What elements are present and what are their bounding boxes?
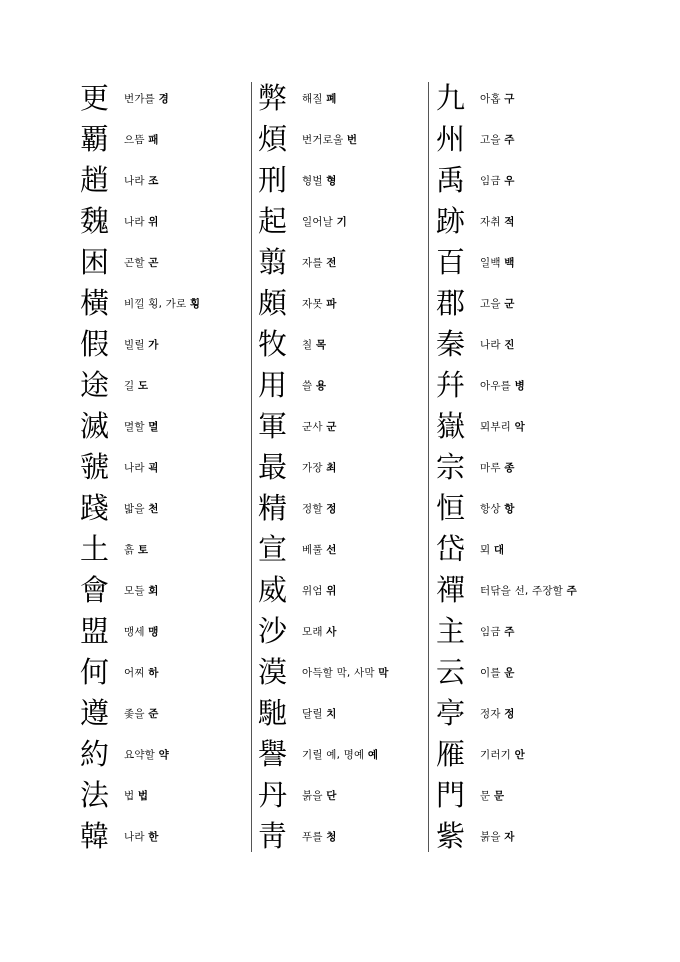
hanja-meaning — [480, 542, 504, 557]
hanja-character: 岱 — [436, 532, 466, 566]
hanja-entry — [436, 365, 577, 406]
meaning-text: 달릴 — [302, 708, 327, 720]
meaning-text: 아홉 — [480, 93, 505, 105]
hanja-meaning — [124, 378, 148, 393]
reading-text: 적 — [504, 216, 515, 228]
hanja-character: 覇 — [80, 122, 110, 156]
meaning-text: 나라 — [124, 462, 149, 474]
reading-text: 치 — [326, 708, 337, 720]
hanja-entry — [258, 406, 389, 447]
hanja-meaning — [480, 583, 577, 598]
hanja-character: 跡 — [436, 204, 466, 238]
hanja-meaning — [480, 788, 504, 803]
meaning-text: 곤할 — [124, 257, 149, 269]
hanja-character: 紫 — [436, 819, 466, 853]
hanja-column-2 — [258, 78, 389, 857]
reading-text: 청 — [326, 831, 337, 843]
reading-text: 기 — [336, 216, 347, 228]
hanja-character: 頗 — [258, 286, 288, 320]
hanja-entry — [80, 570, 200, 611]
hanja-meaning — [480, 624, 515, 639]
hanja-character: 何 — [80, 655, 110, 689]
hanja-meaning — [302, 542, 337, 557]
hanja-meaning — [480, 419, 525, 434]
hanja-meaning — [480, 337, 515, 352]
hanja-meaning — [124, 829, 159, 844]
meaning-text: 고을 — [480, 134, 505, 146]
reading-text: 군 — [326, 421, 337, 433]
meaning-text: 붉을 — [480, 831, 505, 843]
hanja-entry — [436, 693, 577, 734]
reading-text: 폐 — [326, 93, 337, 105]
hanja-entry — [258, 365, 389, 406]
meaning-text: 일백 — [480, 257, 505, 269]
hanja-entry — [436, 611, 577, 652]
hanja-character: 門 — [436, 778, 466, 812]
reading-text: 횡 — [189, 298, 201, 310]
hanja-entry — [80, 78, 200, 119]
reading-text: 가 — [148, 339, 159, 351]
hanja-character: 會 — [80, 573, 110, 607]
hanja-meaning — [480, 378, 525, 393]
hanja-entry — [436, 734, 577, 775]
hanja-meaning — [480, 91, 515, 106]
reading-text: 위 — [326, 585, 337, 597]
hanja-entry — [258, 201, 389, 242]
hanja-entry — [258, 160, 389, 201]
column-divider — [428, 82, 429, 852]
meaning-text: 으뜸 — [124, 134, 149, 146]
reading-text: 토 — [137, 544, 149, 556]
hanja-entry — [80, 734, 200, 775]
hanja-entry — [258, 447, 389, 488]
hanja-entry — [436, 406, 577, 447]
reading-text: 자 — [504, 831, 515, 843]
reading-text: 맹 — [148, 626, 159, 638]
reading-text: 막 — [378, 667, 389, 679]
hanja-entry — [80, 365, 200, 406]
meaning-text: 뫼 — [480, 544, 494, 556]
hanja-character: 恒 — [436, 491, 466, 525]
hanja-character: 用 — [258, 368, 288, 402]
reading-text: 형 — [326, 175, 337, 187]
hanja-meaning — [302, 378, 326, 393]
reading-text: 백 — [504, 257, 515, 269]
reading-text: 정 — [504, 708, 515, 720]
meaning-text: 마루 — [480, 462, 505, 474]
hanja-meaning — [302, 132, 357, 147]
hanja-entry — [258, 693, 389, 734]
hanja-character: 起 — [258, 204, 288, 238]
hanja-entry — [258, 488, 389, 529]
hanja-meaning — [302, 747, 378, 762]
hanja-meaning — [302, 501, 337, 516]
hanja-entry — [258, 734, 389, 775]
reading-text: 정 — [326, 503, 337, 515]
reading-text: 괵 — [148, 462, 159, 474]
hanja-character: 亭 — [436, 696, 466, 730]
reading-text: 파 — [326, 298, 337, 310]
hanja-entry — [436, 324, 577, 365]
meaning-text: 모래 — [302, 626, 327, 638]
reading-text: 안 — [514, 749, 525, 761]
reading-text: 위 — [148, 216, 159, 228]
meaning-text: 나라 — [124, 831, 149, 843]
meaning-text: 자취 — [480, 216, 505, 228]
hanja-character: 云 — [436, 655, 466, 689]
hanja-meaning — [124, 747, 169, 762]
hanja-character: 百 — [436, 245, 466, 279]
reading-text: 조 — [148, 175, 159, 187]
reading-text: 병 — [514, 380, 525, 392]
hanja-entry — [80, 406, 200, 447]
hanja-meaning — [480, 501, 515, 516]
meaning-text: 일어날 — [302, 216, 337, 228]
reading-text: 사 — [326, 626, 337, 638]
hanja-meaning — [124, 419, 159, 434]
hanja-character: 翦 — [258, 245, 288, 279]
hanja-character: 更 — [80, 81, 110, 115]
hanja-character: 靑 — [258, 819, 288, 853]
meaning-text: 좇을 — [124, 708, 149, 720]
hanja-character: 盟 — [80, 614, 110, 648]
meaning-text: 어찌 — [124, 667, 149, 679]
hanja-character: 軍 — [258, 409, 288, 443]
hanja-entry — [258, 652, 389, 693]
meaning-text: 빌릴 — [124, 339, 149, 351]
meaning-text: 기러기 — [480, 749, 515, 761]
hanja-character: 刑 — [258, 163, 288, 197]
hanja-character: 馳 — [258, 696, 288, 730]
hanja-character: 宗 — [436, 450, 466, 484]
hanja-entry — [258, 242, 389, 283]
hanja-entry — [80, 160, 200, 201]
hanja-character: 九 — [436, 81, 466, 115]
hanja-entry — [436, 816, 577, 857]
hanja-meaning — [302, 296, 337, 311]
hanja-entry — [436, 488, 577, 529]
hanja-character: 虢 — [80, 450, 110, 484]
column-divider — [251, 82, 252, 852]
reading-text: 주 — [566, 585, 577, 597]
meaning-text: 터닦을 선, 주장할 — [480, 585, 567, 597]
meaning-text: 나라 — [480, 339, 505, 351]
hanja-character: 橫 — [80, 286, 110, 320]
hanja-character: 趙 — [80, 163, 110, 197]
hanja-meaning — [480, 706, 515, 721]
hanja-meaning — [480, 747, 525, 762]
meaning-text: 정자 — [480, 708, 505, 720]
reading-text: 주 — [504, 134, 515, 146]
reading-text: 경 — [158, 93, 169, 105]
reading-text: 우 — [504, 175, 515, 187]
meaning-text: 뫼부리 — [480, 421, 515, 433]
hanja-meaning — [124, 624, 159, 639]
meaning-text: 칠 — [302, 339, 316, 351]
hanja-meaning — [124, 173, 159, 188]
reading-text: 단 — [326, 790, 337, 802]
hanja-character: 假 — [80, 327, 110, 361]
meaning-text: 나라 — [124, 175, 149, 187]
hanja-entry — [258, 775, 389, 816]
hanja-entry — [436, 242, 577, 283]
hanja-character: 郡 — [436, 286, 466, 320]
meaning-text: 번가를 — [124, 93, 159, 105]
hanja-meaning — [302, 255, 337, 270]
hanja-meaning — [124, 665, 159, 680]
meaning-text: 아득할 막, 사막 — [302, 667, 379, 679]
reading-text: 하 — [148, 667, 159, 679]
hanja-character: 魏 — [80, 204, 110, 238]
reading-text: 구 — [504, 93, 515, 105]
meaning-text: 정할 — [302, 503, 327, 515]
hanja-column-3 — [436, 78, 577, 857]
hanja-meaning — [302, 788, 337, 803]
reading-text: 곤 — [148, 257, 159, 269]
meaning-text: 흙 — [124, 544, 138, 556]
meaning-text: 맹세 — [124, 626, 149, 638]
hanja-meaning — [124, 501, 159, 516]
hanja-column-1 — [80, 78, 200, 857]
hanja-entry — [258, 570, 389, 611]
hanja-character: 最 — [258, 450, 288, 484]
hanja-entry — [258, 529, 389, 570]
meaning-text: 나라 — [124, 216, 149, 228]
hanja-meaning — [480, 132, 515, 147]
hanja-meaning — [124, 583, 159, 598]
hanja-character: 宣 — [258, 532, 288, 566]
meaning-text: 모들 — [124, 585, 149, 597]
meaning-text: 자못 — [302, 298, 327, 310]
meaning-text: 형벌 — [302, 175, 327, 187]
hanja-meaning — [480, 255, 515, 270]
hanja-meaning — [124, 255, 159, 270]
meaning-text: 자를 — [302, 257, 327, 269]
meaning-text: 위엄 — [302, 585, 327, 597]
hanja-entry — [80, 324, 200, 365]
meaning-text: 비낄 횡, 가로 — [124, 298, 190, 310]
hanja-entry — [436, 119, 577, 160]
hanja-character: 土 — [80, 532, 110, 566]
reading-text: 목 — [315, 339, 327, 351]
hanja-meaning — [302, 419, 337, 434]
hanja-meaning — [302, 706, 337, 721]
hanja-entry — [80, 283, 200, 324]
meaning-text: 임금 — [480, 626, 505, 638]
reading-text: 예 — [367, 749, 379, 761]
hanja-meaning — [124, 460, 159, 475]
reading-text: 선 — [326, 544, 337, 556]
hanja-entry — [80, 611, 200, 652]
hanja-entry — [436, 570, 577, 611]
reading-text: 회 — [148, 585, 159, 597]
reading-text: 운 — [504, 667, 515, 679]
hanja-meaning — [302, 624, 337, 639]
hanja-character: 譽 — [258, 737, 288, 771]
hanja-entry — [258, 119, 389, 160]
hanja-character: 主 — [436, 614, 466, 648]
hanja-character: 約 — [80, 737, 110, 771]
meaning-text: 법 — [124, 790, 138, 802]
reading-text: 약 — [158, 749, 169, 761]
hanja-entry — [80, 447, 200, 488]
reading-text: 악 — [514, 421, 525, 433]
hanja-character: 禪 — [436, 573, 466, 607]
hanja-meaning — [480, 173, 515, 188]
reading-text: 전 — [326, 257, 337, 269]
hanja-character: 漠 — [258, 655, 288, 689]
hanja-character: 沙 — [258, 614, 288, 648]
hanja-entry — [80, 816, 200, 857]
hanja-character: 威 — [258, 573, 288, 607]
hanja-meaning — [124, 132, 159, 147]
meaning-text: 가장 — [302, 462, 327, 474]
hanja-character: 州 — [436, 122, 466, 156]
hanja-meaning — [124, 91, 169, 106]
hanja-entry — [80, 529, 200, 570]
hanja-entry — [80, 693, 200, 734]
reading-text: 법 — [137, 790, 149, 802]
meaning-text: 문 — [480, 790, 494, 802]
hanja-entry — [80, 201, 200, 242]
hanja-meaning — [480, 460, 515, 475]
hanja-entry — [258, 816, 389, 857]
hanja-entry — [258, 611, 389, 652]
reading-text: 멸 — [148, 421, 159, 433]
hanja-meaning — [302, 214, 347, 229]
meaning-text: 쓸 — [302, 380, 316, 392]
hanja-entry — [258, 78, 389, 119]
meaning-text: 멸할 — [124, 421, 149, 433]
meaning-text: 베풀 — [302, 544, 327, 556]
meaning-text: 아우를 — [480, 380, 515, 392]
meaning-text: 요약할 — [124, 749, 159, 761]
meaning-text: 항상 — [480, 503, 505, 515]
hanja-meaning — [124, 706, 159, 721]
hanja-entry — [80, 242, 200, 283]
hanja-entry — [80, 652, 200, 693]
hanja-character: 煩 — [258, 122, 288, 156]
hanja-meaning — [302, 583, 337, 598]
meaning-text: 해질 — [302, 93, 327, 105]
hanja-meaning — [302, 173, 337, 188]
reading-text: 최 — [326, 462, 337, 474]
hanja-meaning — [124, 214, 159, 229]
reading-text: 패 — [148, 134, 159, 146]
hanja-character: 弊 — [258, 81, 288, 115]
hanja-character: 韓 — [80, 819, 110, 853]
meaning-text: 밟을 — [124, 503, 149, 515]
hanja-meaning — [480, 296, 515, 311]
hanja-character: 法 — [80, 778, 110, 812]
hanja-meaning — [302, 91, 337, 106]
meaning-text: 붉을 — [302, 790, 327, 802]
meaning-text: 기릴 예, 명예 — [302, 749, 368, 761]
hanja-meaning — [302, 460, 337, 475]
hanja-entry — [436, 160, 577, 201]
hanja-entry — [436, 283, 577, 324]
hanja-entry — [436, 652, 577, 693]
hanja-meaning — [480, 829, 515, 844]
hanja-entry — [258, 324, 389, 365]
hanja-character: 遵 — [80, 696, 110, 730]
reading-text: 천 — [148, 503, 159, 515]
hanja-meaning — [302, 337, 326, 352]
meaning-text: 군사 — [302, 421, 327, 433]
reading-text: 주 — [504, 626, 515, 638]
hanja-meaning — [302, 829, 337, 844]
meaning-text: 임금 — [480, 175, 505, 187]
meaning-text: 이를 — [480, 667, 505, 679]
hanja-meaning — [302, 665, 389, 680]
hanja-meaning — [124, 337, 159, 352]
reading-text: 진 — [504, 339, 515, 351]
hanja-character: 踐 — [80, 491, 110, 525]
hanja-character: 困 — [80, 245, 110, 279]
reading-text: 대 — [493, 544, 505, 556]
hanja-meaning — [124, 542, 148, 557]
hanja-meaning — [480, 665, 515, 680]
hanja-entry — [258, 283, 389, 324]
reading-text: 군 — [504, 298, 515, 310]
reading-text: 문 — [493, 790, 505, 802]
hanja-character: 牧 — [258, 327, 288, 361]
hanja-character: 幷 — [436, 368, 466, 402]
hanja-character: 嶽 — [436, 409, 466, 443]
hanja-entry — [80, 775, 200, 816]
reading-text: 도 — [137, 380, 149, 392]
meaning-text: 고을 — [480, 298, 505, 310]
reading-text: 항 — [504, 503, 515, 515]
hanja-character: 精 — [258, 491, 288, 525]
hanja-meaning — [124, 296, 200, 311]
hanja-entry — [80, 119, 200, 160]
hanja-meaning — [480, 214, 515, 229]
hanja-character: 禹 — [436, 163, 466, 197]
hanja-character: 滅 — [80, 409, 110, 443]
reading-text: 번 — [346, 134, 358, 146]
hanja-entry — [436, 529, 577, 570]
hanja-entry — [436, 775, 577, 816]
reading-text: 한 — [148, 831, 159, 843]
reading-text: 종 — [504, 462, 515, 474]
meaning-text: 길 — [124, 380, 138, 392]
hanja-entry — [436, 447, 577, 488]
hanja-entry — [436, 201, 577, 242]
hanja-entry — [80, 488, 200, 529]
hanja-character: 秦 — [436, 327, 466, 361]
meaning-text: 번거로울 — [302, 134, 347, 146]
hanja-entry — [436, 78, 577, 119]
reading-text: 용 — [315, 380, 327, 392]
hanja-character: 丹 — [258, 778, 288, 812]
meaning-text: 푸를 — [302, 831, 327, 843]
reading-text: 준 — [148, 708, 159, 720]
hanja-character: 途 — [80, 368, 110, 402]
hanja-character: 雁 — [436, 737, 466, 771]
hanja-meaning — [124, 788, 148, 803]
